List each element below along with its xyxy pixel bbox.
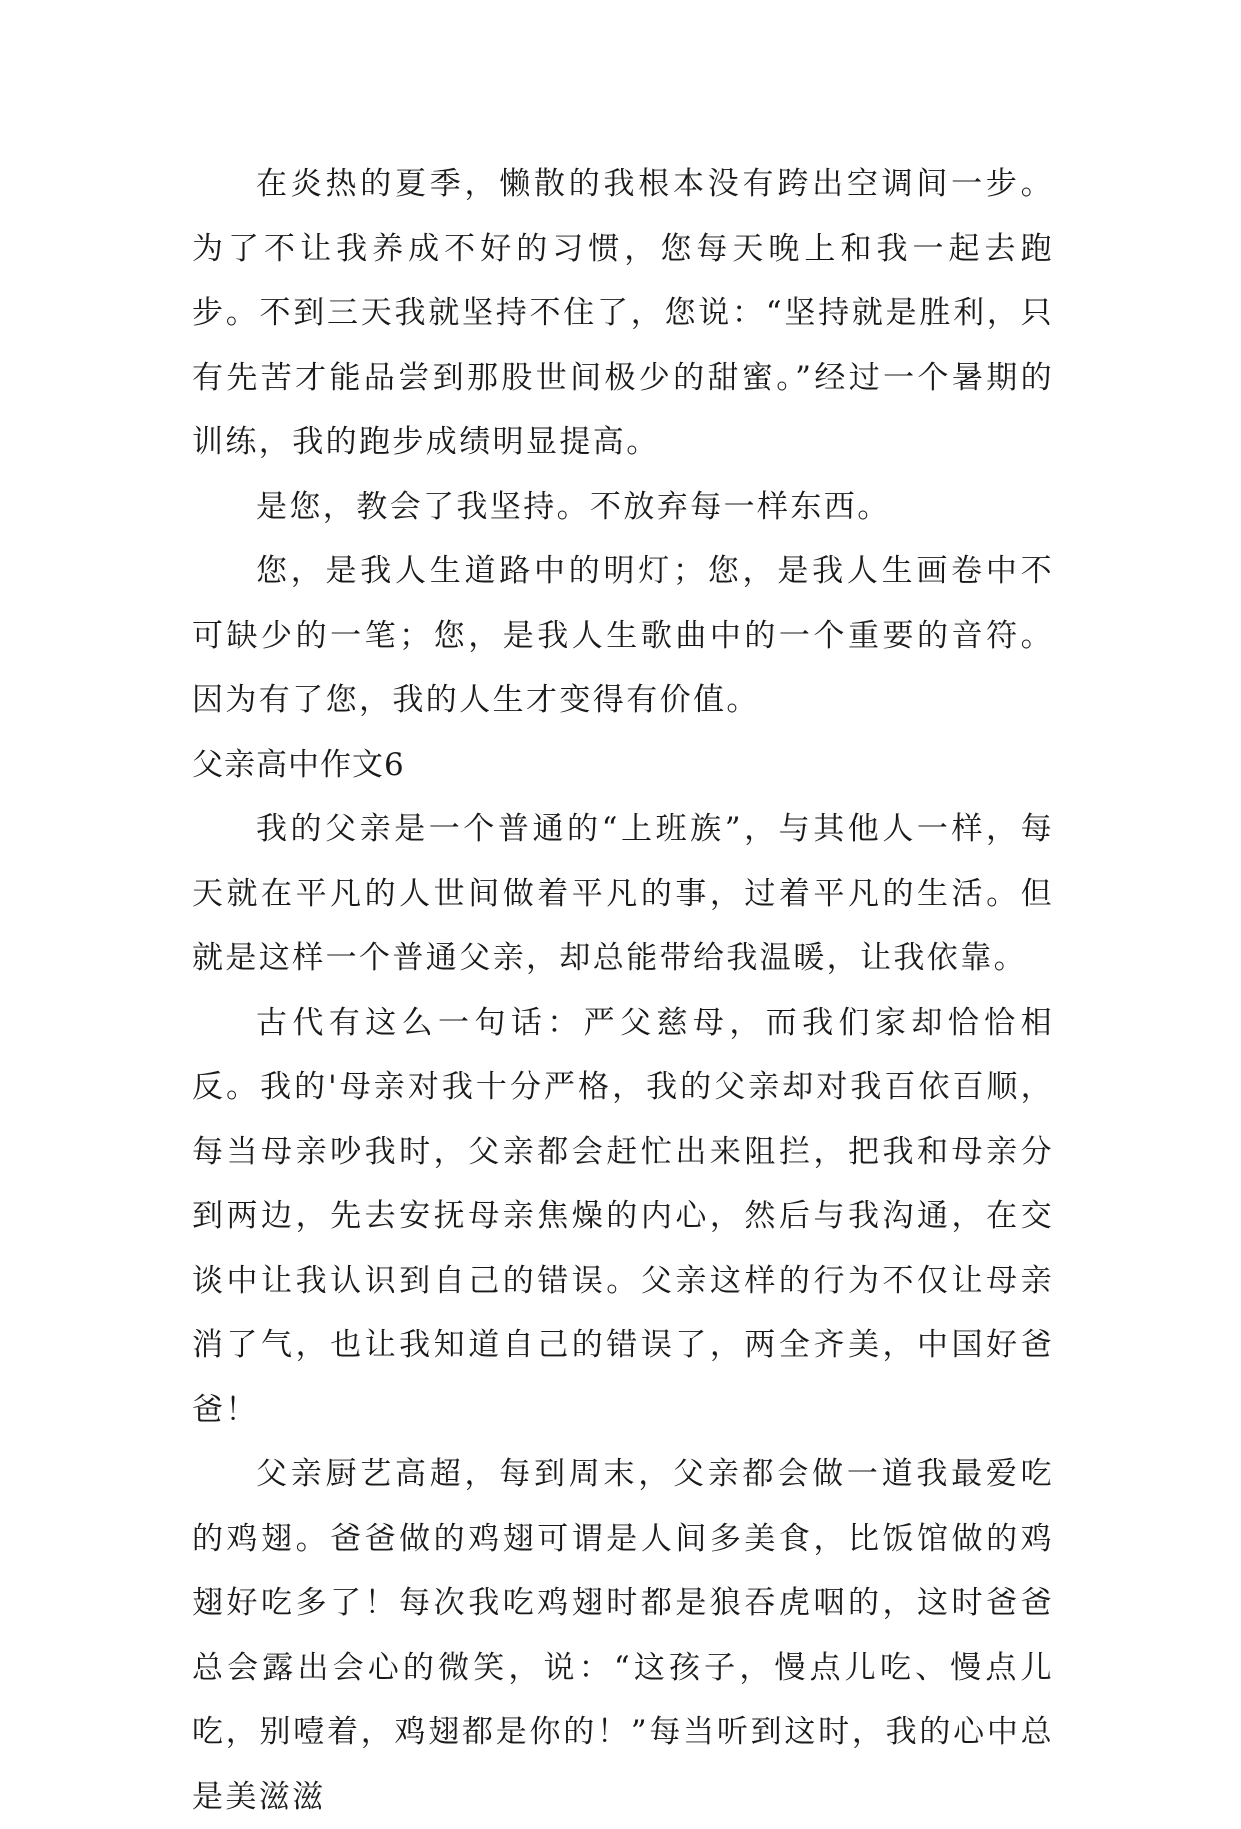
paragraph: 在炎热的夏季，懒散的我根本没有跨出空调间一步。为了不让我养成不好的习惯，您每天晚上和我一起去跑步。不到三天我就坚持不住了，您说：“坚持就是胜利，只有先苦才能品尝到那股世间极少的甜蜜。”经过一个暑期的训练，我的跑步成绩明显提高。 (192, 166, 1054, 460)
paragraph: 父亲厨艺高超，每到周末，父亲都会做一道我最爱吃的鸡翅。爸爸做的鸡翅可谓是人间多美食，比饭馆做的鸡翅好吃多了！每次我吃鸡翅时都是狼吞虎咽的，这时爸爸总会露出会心的微笑，说：“这孩子，慢点儿吃、慢点儿吃，别噎着，鸡翅都是你的！”每当听到这时，我的心中总是美滋滋 (192, 1456, 1054, 1815)
paragraph: 古代有这么一句话：严父慈母，而我们家却恰恰相反。我的'母亲对我十分严格，我的父亲却对我百依百顺，每当母亲吵我时，父亲都会赶忙出来阻拦，把我和母亲分到两边，先去安抚母亲焦燥的内心，然后与我沟通，在交谈中让我认识到自己的错误。父亲这样的行为不仅让母亲消了气，也让我知道自己的错误了，两全齐美，中国好爸爸！ (192, 1004, 1054, 1428)
paragraph: 您，是我人生道路中的明灯；您，是我人生画卷中不可缺少的一笔；您，是我人生歌曲中的一个重要的音符。因为有了您，我的人生才变得有价值。 (192, 553, 1054, 718)
section-heading: 父亲高中作文6 (192, 746, 405, 783)
paragraph: 是您，教会了我坚持。不放弃每一样东西。 (256, 488, 891, 525)
paragraph: 我的父亲是一个普通的“上班族”，与其他人一样，每天就在平凡的人世间做着平凡的事，过着平凡的生活。但就是这样一个普通父亲，却总能带给我温暖，让我依靠。 (192, 811, 1054, 976)
document-body (192, 152, 1054, 1829)
